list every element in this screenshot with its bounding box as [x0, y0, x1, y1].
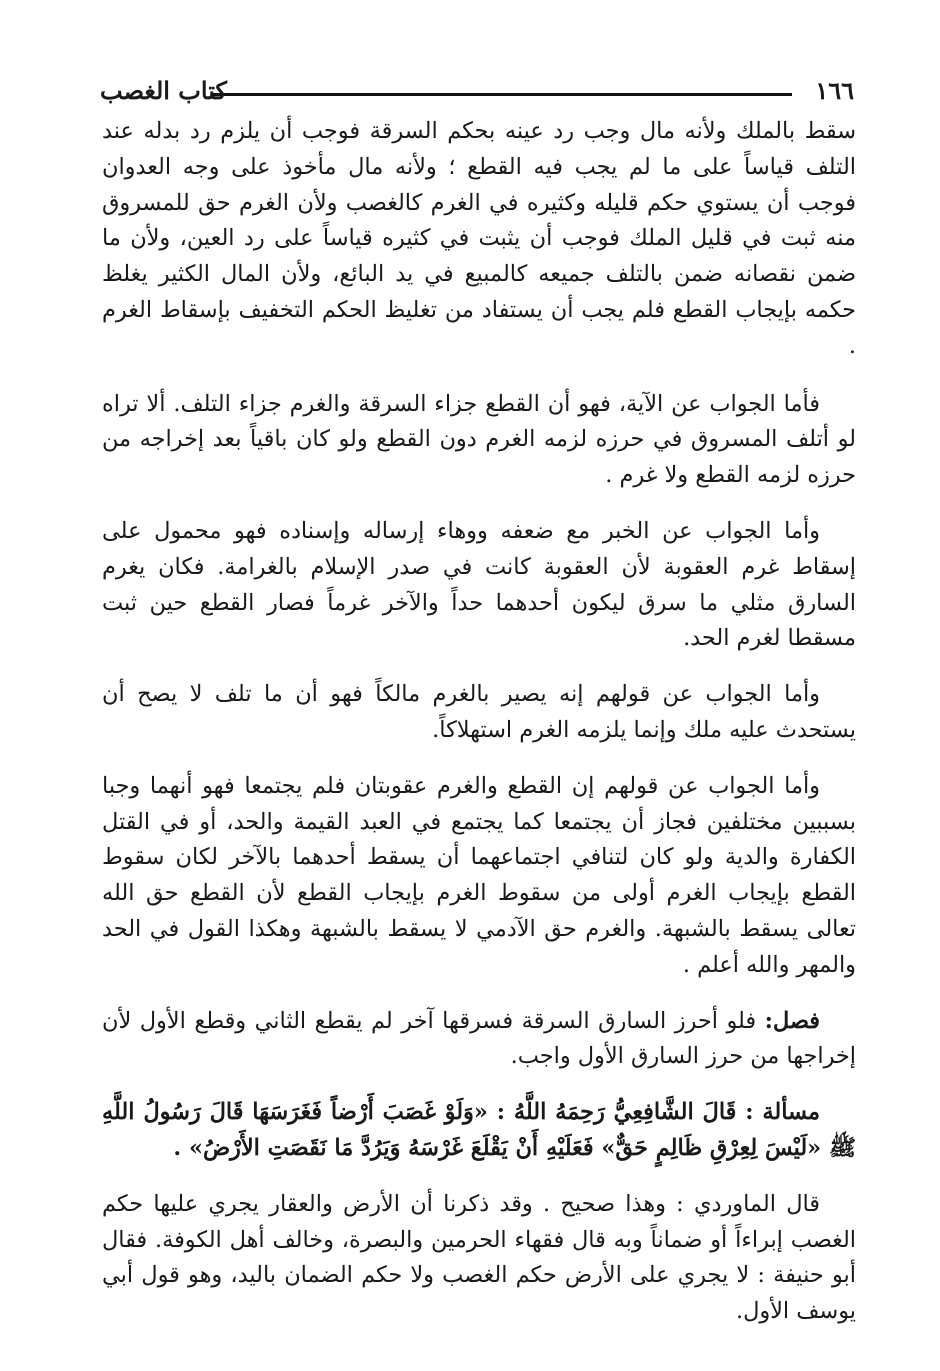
- header-rule: [212, 93, 792, 96]
- paragraph-3: [102, 514, 856, 657]
- page-body: [102, 114, 856, 1350]
- page-number: ١٦٦: [815, 76, 854, 105]
- masala-quote: رَحِمَهُ اللَّهُ : «وَلَوْ غَصَبَ أَرْضاً فَغَرَسَهَا قَالَ رَسُولُ اللَّهِ ﷺ «لَيْسَ لِعِرْقِ ظَالِمٍ حَقٌّ» فَعَلَيْهِ أَنْ يَقْلَعَ غَرْسَهُ وَيَرُدَّ مَا نَقَصَتِ الأَرْضُ» .: [102, 1099, 856, 1161]
- paragraph-4: [102, 677, 856, 749]
- paragraph-masala: [102, 1095, 856, 1167]
- paragraph-text: وأما الجواب عن قولهم إنه يصير بالغرم مالكاً فهو أن ما تلف لا يصح أن يستحدث عليه ملك وإنما يلزمه الغرم استهلاكاً.: [102, 681, 856, 743]
- paragraph-text: سقط بالملك ولأنه مال وجب رد عينه بحكم السرقة فوجب أن يلزم رد بدله عند التلف قياساً على ما لم يجب فيه القطع ؛ ولأنه مال مأخوذ على وجه العدوان فوجب أن يستوي حكم قليله وكثيره في الغرم كالغصب ولأن الغرم حق للمسروق منه ثبت في قليل الملك فوجب أن يثبت في كثيره قياساً على رد العين، ولأن ما ضمن نقصانه ضمن بالتلف جميعه كالمبيع في يد البائع، ولأن المال الكثير يغلظ حكمه بإيجاب القطع فلم يجب أن يستفاد من تغليظ الحكم التخفيف بإسقاط الغرم .: [102, 118, 856, 359]
- paragraph-text: فأما الجواب عن الآية، فهو أن القطع جزاء السرقة والغرم جزاء التلف. ألا تراه لو أتلف المسروق في حرزه لزمه الغرم دون القطع ولو كان باقياً بعد إخراجه من حرزه لزمه القطع ولا غرم .: [102, 390, 856, 489]
- paragraph-mawardi: [102, 1187, 856, 1330]
- paragraph-text: وأما الجواب عن الخبر مع ضعفه ووهاء إرساله وإسناده فهو محمول على إسقاط غرم العقوبة لأن العقوبة كانت في صدر الإسلام بالغرامة. فكان يغرم السارق مثلي ما سرق ليكون أحدهما حداً والآخر غرماً فصار القطع حين ثبت مسقطا لغرم الحد.: [102, 517, 856, 652]
- paragraph-text: وأما الجواب عن قولهم إن القطع والغرم عقوبتان فلم يجتمعا فهو أنهما وجبا بسببين مختلفين فجاز أن يجتمعا كما يجتمع في العبد القيمة والحد، أو في القتل الكفارة والدية ولو كان لتنافي اجتماعهما أن يسقط أحدهما بالآخر لكان سقوط القطع بإيجاب الغرم أولى من سقوط الغرم بإيجاب القطع لأن القطع حق الله تعالى يسقط بالشبهة. والغرم حق الآدمي لا يسقط بالشبهة وهكذا القول في الحد والمهر والله أعلم .: [102, 772, 856, 978]
- page-header: [100, 76, 854, 106]
- paragraph-1: [102, 114, 856, 365]
- paragraph-text: فلو أحرز السارق السرقة فسرقها آخر لم يقطع الثاني وقطع الأول لأن إخراجها من حرز السارق الأول واجب.: [102, 1007, 856, 1070]
- paragraph-text: قال الماوردي : وهذا صحيح . وقد ذكرنا أن الأرض والعقار يجري عليها حكم الغصب إبراءاً أو ضماناً وبه قال فقهاء الحرمين والبصرة، وخالف أهل الكوفة. فقال أبو حنيفة : لا يجري على الأرض حكم الغصب ولا حكم الضمان باليد، وهو قول أبي يوسف الأول.: [102, 1190, 856, 1325]
- imam-name: قَالَ الشَّافِعِيُّ: [613, 1099, 746, 1126]
- paragraph-fasl: [102, 1004, 856, 1076]
- book-title: كتاب الغصب: [100, 76, 227, 105]
- masala-heading: مسألة :: [745, 1099, 820, 1126]
- fasl-heading: فصل:: [764, 1007, 820, 1034]
- paragraph-2: [102, 387, 856, 494]
- paragraph-5: [102, 769, 856, 984]
